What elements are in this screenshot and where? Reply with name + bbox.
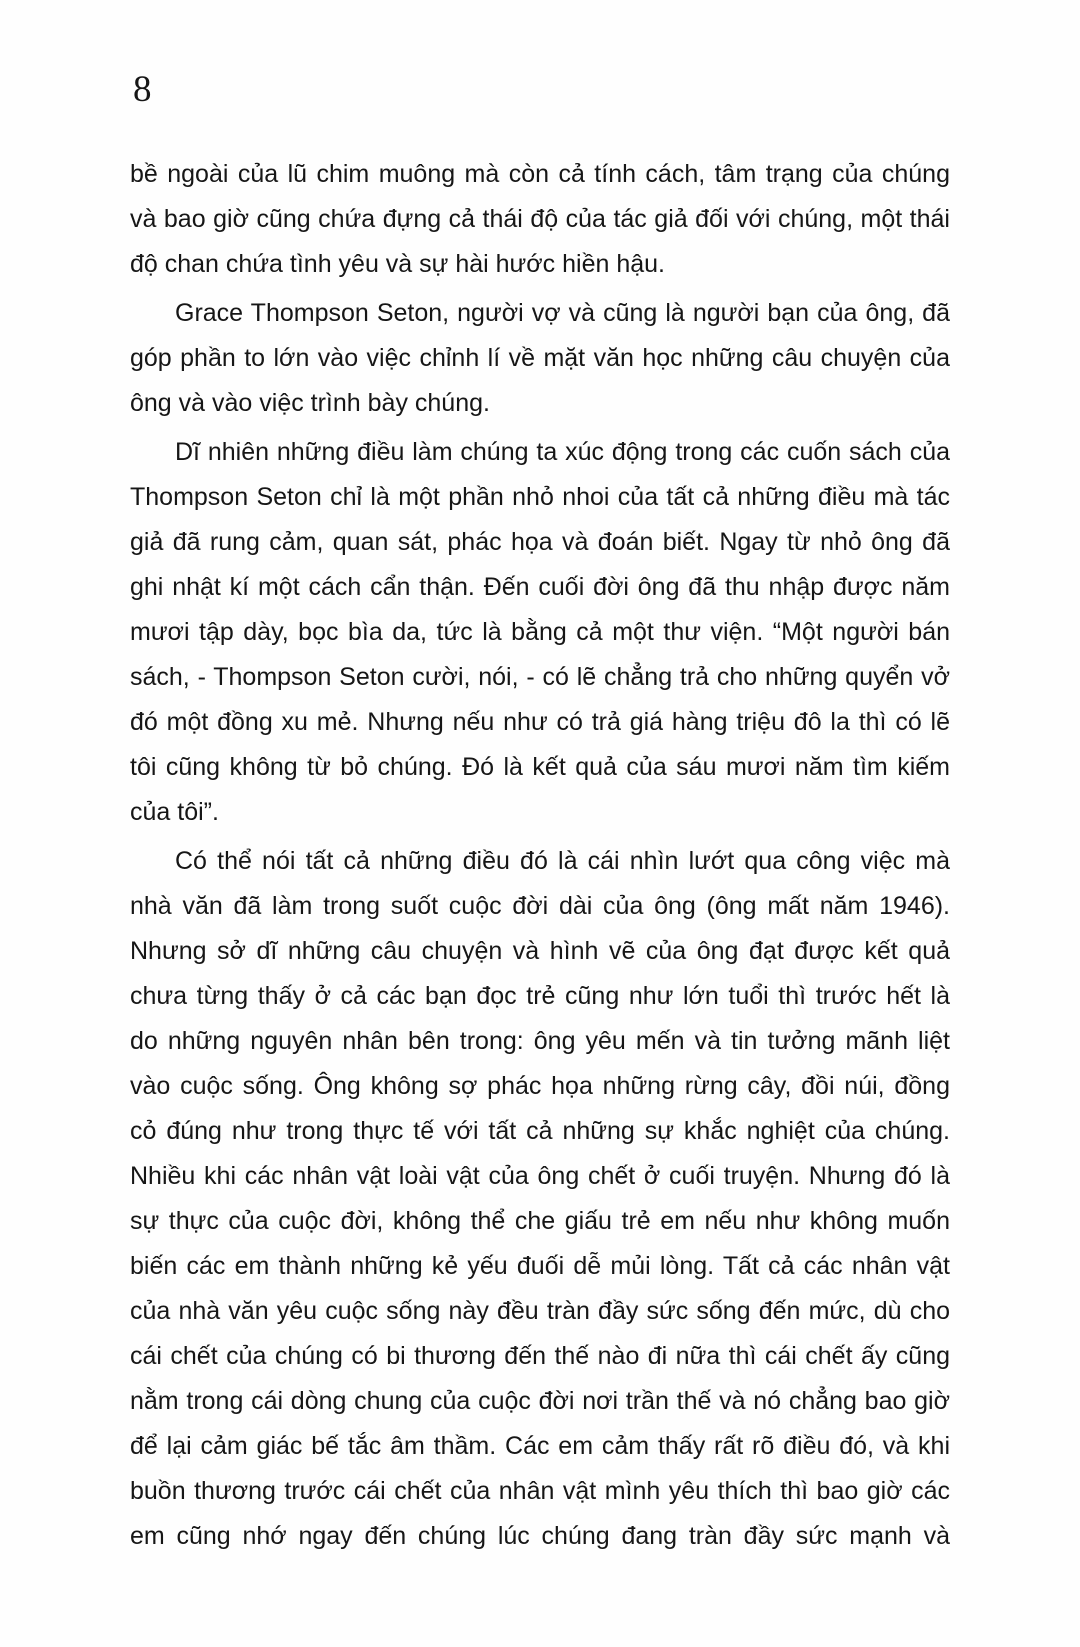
text-line: giả đã rung cảm, quan sát, phác họa và đoán biết. Ngay từ nhỏ ông đã: [130, 528, 950, 556]
text-line: buồn thương trước cái chết của nhân vật mình yêu thích thì bao giờ các: [130, 1477, 950, 1505]
text-line: đó một đồng xu mẻ. Nhưng nếu như có trả giá hàng triệu đô la thì có lẽ: [130, 708, 950, 736]
text-line: Grace Thompson Seton, người vợ và cũng là người bạn của ông, đã: [175, 299, 950, 327]
text-line: cái chết của chúng có bi thương đến thế nào đi nữa thì cái chết ấy cũng: [130, 1342, 950, 1370]
text-line: biến các em thành những kẻ yếu đuối dễ mủi lòng. Tất cả các nhân vật: [130, 1252, 950, 1280]
text-line: của nhà văn yêu cuộc sống này đều tràn đầy sức sống đến mức, dù cho: [130, 1297, 950, 1325]
text-line: nhà văn đã làm trong suốt cuộc đời dài của ông (ông mất năm 1946).: [130, 892, 950, 920]
text-line: Dĩ nhiên những điều làm chúng ta xúc động trong các cuốn sách của: [175, 438, 950, 466]
text-line: vào cuộc sống. Ông không sợ phác họa những rừng cây, đồi núi, đồng: [130, 1072, 950, 1100]
text-line: mươi tập dày, bọc bìa da, tức là bằng cả một thư viện. “Một người bán: [130, 618, 950, 646]
paragraph: [130, 152, 950, 287]
text-line: ghi nhật kí một cách cẩn thận. Đến cuối đời ông đã thu nhập được năm: [130, 573, 950, 601]
paragraph: [130, 430, 950, 835]
text-line: và bao giờ cũng chứa đựng cả thái độ của tác giả đối với chúng, một thái: [130, 205, 950, 233]
text-line: để lại cảm giác bế tắc âm thầm. Các em cảm thấy rất rõ điều đó, và khi: [130, 1432, 950, 1460]
text-line: tôi cũng không từ bỏ chúng. Đó là kết quả của sáu mươi năm tìm kiếm: [130, 753, 950, 781]
text-line: ông và vào việc trình bày chúng.: [130, 389, 490, 417]
page-number: 8: [133, 69, 152, 110]
text-line: sách, - Thompson Seton cười, nói, - có lẽ chẳng trả cho những quyển vở: [130, 663, 950, 691]
paragraph: [130, 291, 950, 426]
text-line: do những nguyên nhân bên trong: ông yêu mến và tin tưởng mãnh liệt: [130, 1027, 950, 1055]
text-line: độ chan chứa tình yêu và sự hài hước hiền hậu.: [130, 250, 665, 278]
text-line: Nhiều khi các nhân vật loài vật của ông chết ở cuối truyện. Nhưng đó là: [130, 1162, 950, 1190]
paragraph: [130, 839, 950, 1559]
text-line: góp phần to lớn vào việc chỉnh lí về mặt văn học những câu chuyện của: [130, 344, 950, 372]
text-line: em cũng nhớ ngay đến chúng lúc chúng đang tràn đầy sức mạnh và: [130, 1522, 950, 1550]
text-line: chưa từng thấy ở cả các bạn đọc trẻ cũng như lớn tuổi thì trước hết là: [130, 982, 950, 1010]
text-line: Nhưng sở dĩ những câu chuyện và hình vẽ của ông đạt được kết quả: [130, 937, 950, 965]
body-text: [130, 152, 950, 1563]
text-line: Thompson Seton chỉ là một phần nhỏ nhoi của tất cả những điều mà tác: [130, 483, 950, 511]
text-line: sự thực của cuộc đời, không thể che giấu trẻ em nếu như không muốn: [130, 1207, 950, 1235]
text-line: cỏ đúng như trong thực tế với tất cả những sự khắc nghiệt của chúng.: [130, 1117, 950, 1145]
text-line: Có thể nói tất cả những điều đó là cái nhìn lướt qua công việc mà: [175, 847, 950, 875]
text-line: của tôi”.: [130, 798, 219, 826]
text-line: nằm trong cái dòng chung của cuộc đời nơi trần thế và nó chẳng bao giờ: [130, 1387, 950, 1415]
text-line: bề ngoài của lũ chim muông mà còn cả tính cách, tâm trạng của chúng: [130, 160, 950, 188]
